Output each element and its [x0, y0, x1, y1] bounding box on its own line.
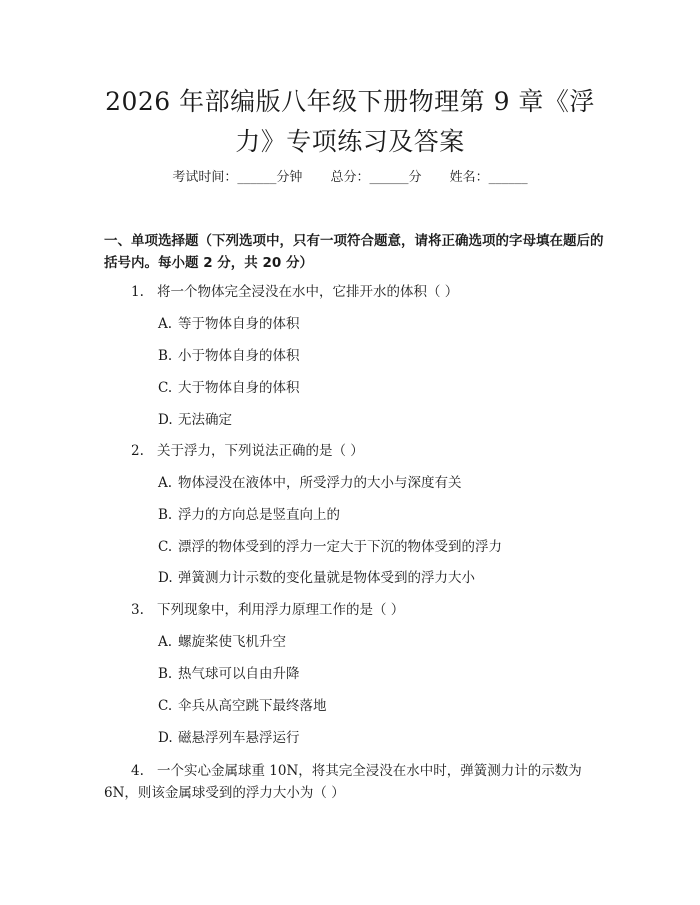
option-text: 无法确定	[178, 412, 232, 428]
question-number: 4.	[131, 763, 144, 779]
option-text: 物体浸没在液体中，所受浮力的大小与深度有关	[178, 475, 462, 491]
option-1d	[158, 409, 598, 431]
option-letter: D.	[158, 412, 173, 428]
option-letter: C.	[158, 380, 173, 396]
option-text: 漂浮的物体受到的浮力一定大于下沉的物体受到的浮力	[178, 539, 502, 555]
question-4	[104, 760, 604, 804]
option-letter: A.	[158, 316, 173, 332]
option-letter: C.	[158, 698, 173, 714]
option-1c	[158, 377, 598, 399]
option-letter: B.	[158, 348, 173, 364]
option-letter: A.	[158, 634, 173, 650]
option-text: 弹簧测力计示数的变化量就是物体受到的浮力大小	[178, 570, 475, 586]
title-line-2: 力》专项练习及答案	[235, 127, 465, 156]
option-text: 浮力的方向总是竖直向上的	[178, 507, 340, 523]
document-title	[100, 82, 600, 162]
section-1-title: 一、单项选择题（下列选项中，只有一项符合题意，请将正确选项的字母填在题后的括号内。每小题 2 分，共 20 分）	[104, 233, 604, 271]
student-name-field: 姓名：______	[449, 170, 528, 185]
option-letter: D.	[158, 570, 173, 586]
option-text: 螺旋桨使飞机升空	[178, 634, 286, 650]
option-letter: B.	[158, 507, 173, 523]
option-text: 热气球可以自由升降	[178, 666, 300, 682]
option-3c	[158, 695, 598, 717]
total-score-field: 总分：______分	[330, 170, 422, 185]
option-letter: C.	[158, 539, 173, 555]
option-2b	[158, 504, 598, 526]
option-text: 磁悬浮列车悬浮运行	[178, 730, 300, 746]
exam-time-field: 考试时间：______分钟	[172, 170, 303, 185]
question-text: 关于浮力，下列说法正确的是（ ）	[157, 443, 364, 459]
option-2c	[158, 536, 598, 558]
question-text: 将一个物体完全浸没在水中，它排开水的体积（ ）	[157, 284, 459, 300]
question-1	[131, 281, 601, 303]
option-3a	[158, 631, 598, 653]
question-number: 1.	[131, 284, 144, 300]
option-letter: B.	[158, 666, 173, 682]
title-line-1: 2026 年部编版八年级下册物理第 9 章《浮	[105, 87, 595, 116]
question-2	[131, 440, 601, 462]
option-1b	[158, 345, 598, 367]
option-text: 小于物体自身的体积	[178, 348, 300, 364]
option-1a	[158, 313, 598, 335]
question-number: 3.	[131, 602, 144, 618]
question-number: 2.	[131, 443, 144, 459]
option-text: 等于物体自身的体积	[178, 316, 300, 332]
question-text: 下列现象中，利用浮力原理工作的是（ ）	[157, 602, 405, 618]
question-text: 一个实心金属球重 10N，将其完全浸没在水中时，弹簧测力计的示数为 6N，则该金属球受到的浮力大小为（ ）	[104, 763, 582, 801]
option-2d	[158, 567, 598, 589]
option-text: 大于物体自身的体积	[178, 380, 300, 396]
option-2a	[158, 472, 598, 494]
option-letter: A.	[158, 475, 173, 491]
exam-info	[0, 168, 700, 188]
option-text: 伞兵从高空跳下最终落地	[178, 698, 327, 714]
option-3b	[158, 663, 598, 685]
option-letter: D.	[158, 730, 173, 746]
question-3	[131, 599, 601, 621]
option-3d	[158, 727, 598, 749]
